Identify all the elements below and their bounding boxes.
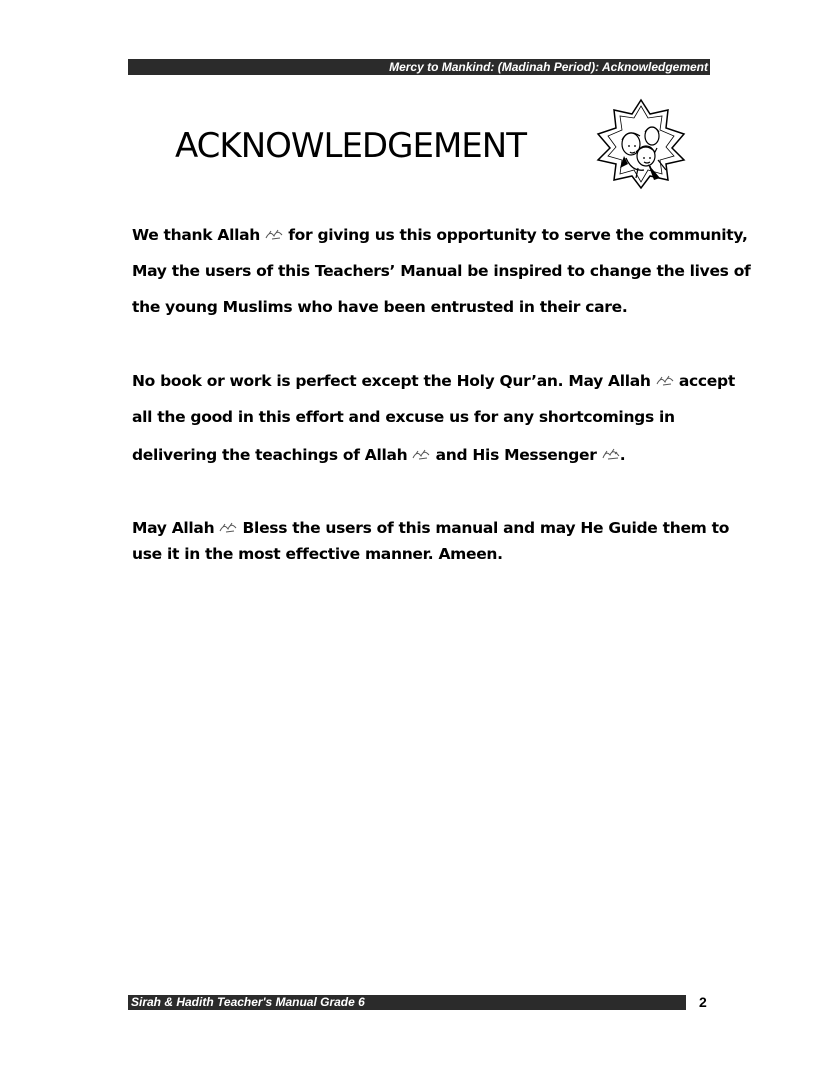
text-span: No book or work is perfect except the Holy Qur’an. May Allah <box>132 372 651 390</box>
text-line <box>132 372 735 390</box>
text-span: We thank Allah <box>132 226 261 244</box>
header-bar <box>128 59 710 75</box>
running-title: Mercy to Mankind: (Madinah Period): Acknowledgement <box>389 60 708 74</box>
text-line <box>132 519 729 537</box>
page-number: 2 <box>699 994 707 1010</box>
swt-glyph-icon <box>656 374 674 386</box>
text-line: May the users of this Teachers’ Manual be inspired to change the lives of <box>132 262 751 280</box>
swt-glyph-icon <box>265 228 283 240</box>
swt-glyph-icon <box>412 448 430 460</box>
text-line: the young Muslims who have been entrusted in their care. <box>132 298 628 316</box>
text-span: Bless the users of this manual and may He Guide them to <box>242 519 730 537</box>
page-title: ACKNOWLEDGEMENT <box>175 126 526 166</box>
text-span: . <box>619 446 626 464</box>
swt-glyph-icon <box>219 521 237 533</box>
text-line <box>132 226 748 244</box>
text-span: and His Messenger <box>435 446 597 464</box>
text-line: use it in the most effective manner. Ameen. <box>132 545 503 563</box>
text-span: for giving us this opportunity to serve the community, <box>288 226 748 244</box>
text-span: May Allah <box>132 519 215 537</box>
people-star-emblem-icon <box>588 98 694 190</box>
text-line <box>132 446 625 464</box>
text-span: accept <box>678 372 735 390</box>
text-span: delivering the teachings of Allah <box>132 446 408 464</box>
text-line: all the good in this effort and excuse us for any shortcomings in <box>132 408 675 426</box>
pbuh-glyph-icon <box>602 447 620 460</box>
book-title: Sirah & Hadith Teacher's Manual Grade 6 <box>131 995 365 1009</box>
footer-bar <box>128 995 686 1010</box>
